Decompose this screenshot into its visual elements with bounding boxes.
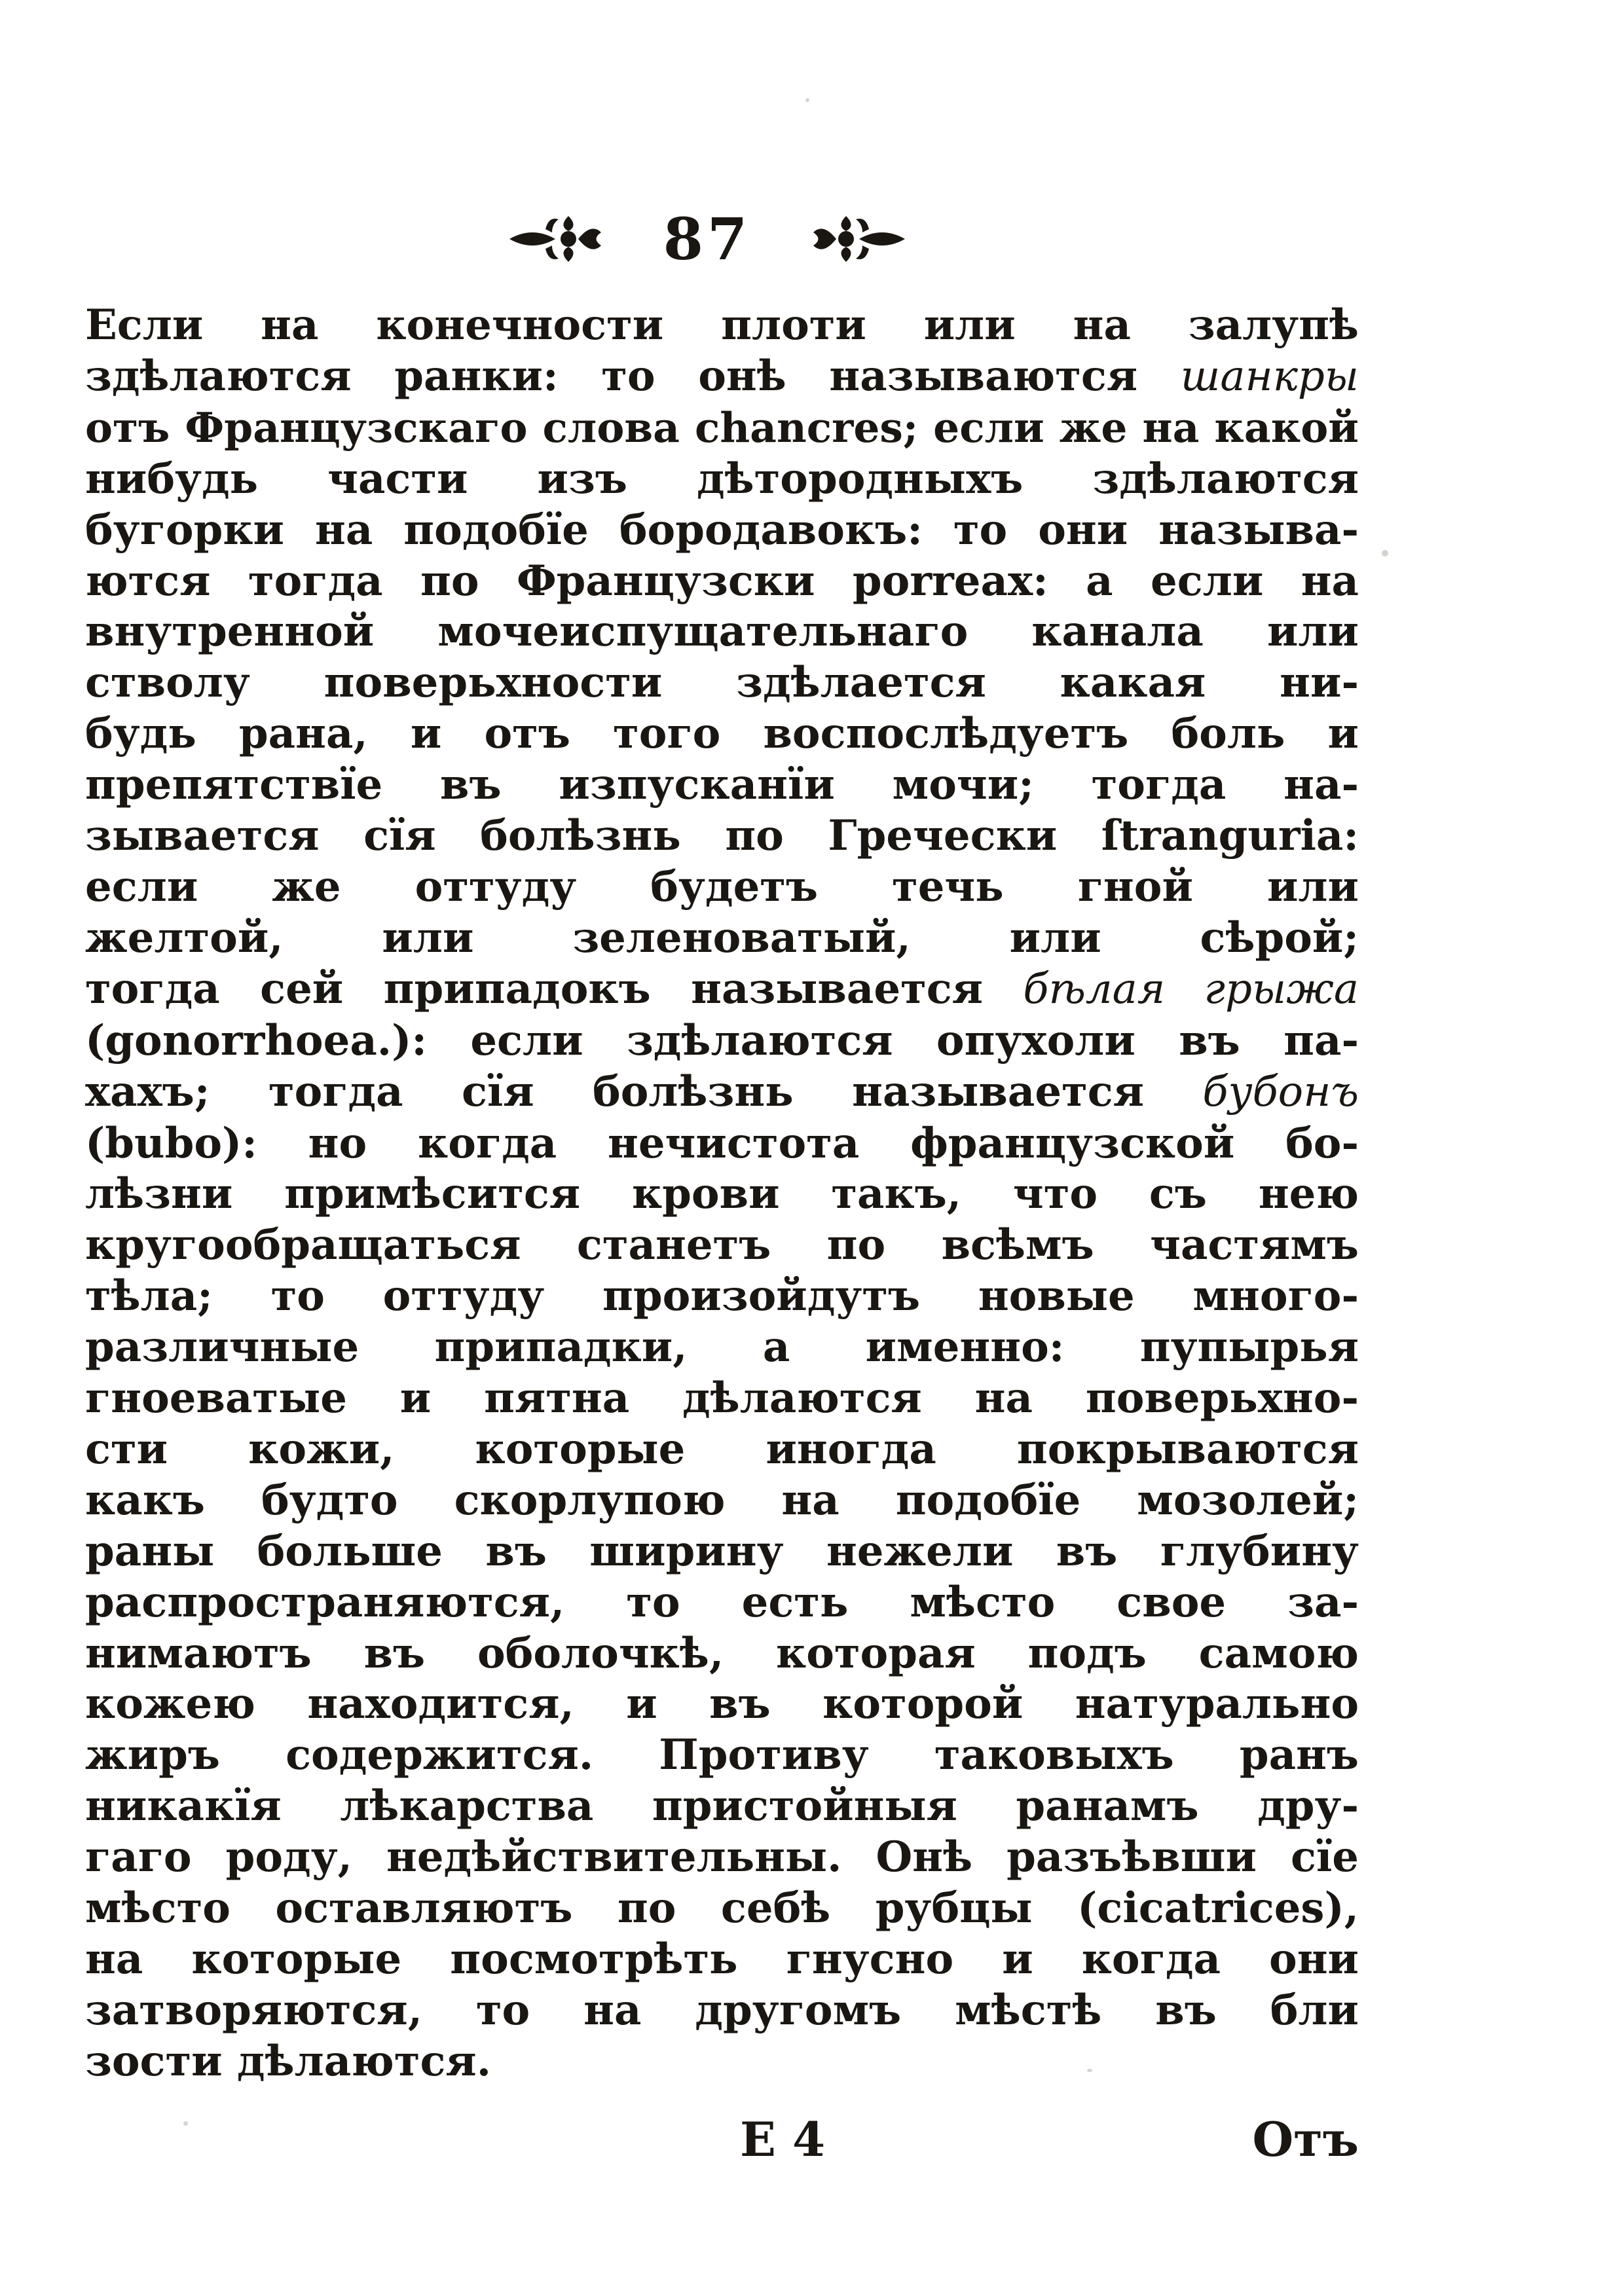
line-text: лѣзни примѣсится крови такъ, что съ нею — [85, 1169, 1359, 1219]
text-line — [85, 454, 1359, 505]
line-text: кругообращаться станетъ по всѣмъ частямъ — [85, 1220, 1359, 1270]
line-text: бугорки на подобїе бородавокъ: то они называ- — [85, 505, 1359, 555]
paper-speck — [1087, 2069, 1092, 2072]
text-line — [85, 1577, 1359, 1628]
text-line — [85, 862, 1359, 913]
line-text: внутренной мочеиспущательнаго канала или — [85, 607, 1359, 657]
line-text: (gonorrhoea.): если здѣлаются опухоли въ па- — [85, 1015, 1359, 1065]
line-text: будь рана, и отъ того воспослѣдуетъ боль и — [85, 709, 1359, 759]
text-line — [85, 505, 1359, 556]
text-line — [85, 1373, 1359, 1424]
text-line — [85, 1832, 1359, 1883]
line-text: хахъ; тогда сїя болѣзнь называется — [85, 1066, 1203, 1116]
line-text: какъ будто скорлупою на подобїе мозолей; — [85, 1475, 1359, 1525]
line-text: раны больше въ ширину нежели въ глубину — [85, 1526, 1359, 1576]
text-line — [85, 1424, 1359, 1475]
line-text: препятствїе въ изпусканїи мочи; тогда на- — [85, 760, 1359, 810]
text-line — [85, 1934, 1359, 1985]
line-text: различные припадки, а именно: пупырья — [85, 1322, 1359, 1372]
line-text: на которые посмотрѣть гнусно и когда они — [85, 1935, 1359, 1984]
text-line — [85, 1730, 1359, 1781]
text-line — [85, 403, 1359, 454]
fleuron-right-icon — [810, 203, 908, 275]
signature-mark: E 4 — [740, 2111, 826, 2167]
line-text: кожею находится, и въ которой натурально — [85, 1679, 1359, 1729]
text-line — [85, 759, 1359, 811]
text-line — [85, 1169, 1359, 1220]
line-text: желтой, или зеленоватый, или сѣрой; — [85, 913, 1359, 962]
text-line — [85, 2036, 1359, 2087]
text-line — [85, 1679, 1359, 1730]
line-text: отъ Французскаго слова chancres; если же на какой — [85, 403, 1359, 452]
line-text: сти кожи, которые иногда покрываются — [85, 1424, 1359, 1474]
italic-term: бубонъ — [1202, 1067, 1359, 1116]
text-line — [85, 657, 1359, 708]
text-line — [85, 1271, 1359, 1322]
line-text: если же оттуду будетъ течь гной или — [85, 862, 1359, 911]
line-text: тогда сей припадокъ называется — [85, 964, 1024, 1013]
line-text: распространяются, то есть мѣсто свое за- — [85, 1577, 1359, 1627]
page-footer — [85, 2111, 1359, 2177]
line-text: тѣла; то оттуду произойдутъ новые много- — [85, 1271, 1359, 1321]
paper-speck — [805, 98, 809, 102]
page-header — [485, 190, 930, 288]
body-text — [85, 300, 1359, 2087]
text-line — [85, 1883, 1359, 1934]
text-line — [85, 964, 1359, 1015]
line-text: нибудь части изъ дѣтородныхъ здѣлаются — [85, 454, 1359, 503]
line-text: стволу поверьхности здѣлается какая ни- — [85, 658, 1359, 708]
line-text: никакїя лѣкарства пристойныя ранамъ дру- — [85, 1781, 1359, 1831]
line-text: мѣсто оставляютъ по себѣ рубцы (cicatrices), — [85, 1884, 1359, 1933]
text-line — [85, 1015, 1359, 1066]
line-text: гаго роду, недѣйствительны. Онѣ разъѣвши сїе — [85, 1832, 1359, 1882]
text-line — [85, 1322, 1359, 1373]
text-line — [85, 1220, 1359, 1271]
line-text: нимаютъ въ оболочкѣ, которая подъ самою — [85, 1628, 1359, 1678]
line-text: здѣлаются ранки: то онѣ называются — [85, 351, 1181, 401]
italic-term: бѣлая грыжа — [1023, 964, 1359, 1013]
text-line — [85, 708, 1359, 759]
text-line — [85, 1628, 1359, 1679]
text-line — [85, 300, 1359, 351]
text-line — [85, 1526, 1359, 1577]
paper-speck — [1382, 550, 1388, 556]
line-text: (bubo): но когда нечистота французской бо- — [85, 1118, 1359, 1168]
text-line — [85, 556, 1359, 607]
line-text: жиръ содержится. Противу таковыхъ ранъ — [85, 1730, 1359, 1780]
text-line — [85, 351, 1359, 403]
text-line — [85, 913, 1359, 964]
text-line — [85, 1066, 1359, 1118]
line-text: гноеватые и пятна дѣлаются на поверьхно- — [85, 1374, 1359, 1423]
paper-speck — [183, 2121, 188, 2126]
line-text: затворяются, то на другомъ мѣстѣ въ бли — [85, 1985, 1359, 2035]
page-number: 87 — [663, 205, 752, 273]
text-line — [85, 811, 1359, 862]
text-line — [85, 1475, 1359, 1526]
line-text: ются тогда по Французски porreax: а если на — [85, 556, 1359, 606]
line-text: зывается сїя болѣзнь по Гречески ſtranguria: — [85, 811, 1359, 861]
line-text: зости дѣлаются. — [85, 2036, 491, 2086]
text-line — [85, 606, 1359, 657]
text-line — [85, 1985, 1359, 2036]
text-line — [85, 1118, 1359, 1169]
catchword: Отъ — [1252, 2111, 1359, 2167]
line-text: Если на конечности плоти или на залупѣ — [85, 301, 1359, 350]
text-line — [85, 1781, 1359, 1832]
italic-term: шанкры — [1180, 352, 1359, 401]
fleuron-left-icon — [506, 203, 604, 275]
